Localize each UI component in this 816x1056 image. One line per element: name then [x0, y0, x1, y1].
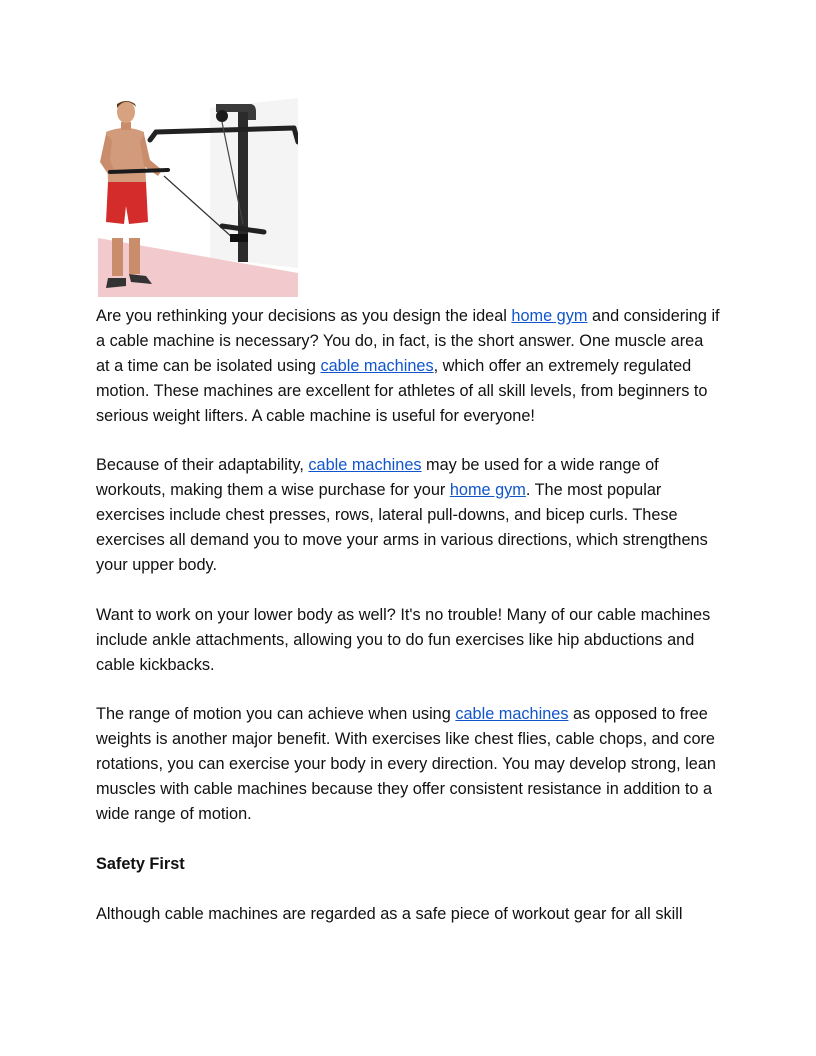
person-leg-right	[129, 238, 140, 274]
person-leg-left	[112, 238, 123, 276]
person-neck	[121, 122, 131, 130]
product-image	[98, 98, 298, 297]
paragraph-text: Want to work on your lower body as well? It's no trouble! Many of our cable machines include ankle attachments, allowing you to do fun exercises like hip abductions and cable kickbacks.	[96, 605, 711, 674]
paragraph-5: Although cable machines are regarded as a safe piece of workout gear for all skill	[96, 904, 683, 923]
cable-handle	[110, 170, 168, 172]
paragraph-text: may be used for a wide range of workouts, making them a wise purchase for your	[96, 456, 659, 500]
article-body	[96, 304, 720, 951]
top-pulley	[216, 110, 228, 122]
paragraph-text: , which offer an extremely regulated motion. These machines are excellent for athletes of all skill levels, from beginners to serious weight lifters. A cable machine is useful for everyone!	[96, 356, 708, 425]
lower-pulley	[230, 234, 248, 242]
paragraph-text: . The most popular exercises include chest presses, rows, lateral pull-downs, and bicep curls. These exercises all demand you to move your arms in various directions, which strengthens your upper body.	[96, 481, 708, 575]
paragraph-text: and considering if a cable machine is necessary? You do, in fact, is the short answer. One muscle area at a time can be isolated using	[96, 307, 720, 375]
section-heading: Safety First	[96, 854, 185, 873]
paragraph-text: Are you rethinking your decisions as you design the ideal	[96, 307, 512, 325]
cable-machines-link[interactable]: cable machines	[320, 356, 434, 375]
paragraph-2	[96, 453, 720, 578]
paragraph-1	[96, 304, 720, 429]
paragraph-4	[96, 702, 720, 827]
home-gym-link[interactable]: home gym	[511, 307, 588, 325]
paragraph-text: The range of motion you can achieve when using	[96, 705, 456, 724]
paragraph-text: as opposed to free weights is another major benefit. With exercises like chest flies, cable chops, and core rotations, you can exercise your body in every direction. You may develop strong, lean muscles with cable machines because they offer consistent resistance in addition to a wide range of motion.	[96, 705, 716, 824]
cable-machines-link[interactable]: cable machines	[308, 456, 422, 475]
person-shorts	[106, 182, 148, 224]
paragraph-3	[96, 603, 720, 678]
cable-machine-illustration	[98, 98, 298, 297]
home-gym-link[interactable]: home gym	[449, 481, 526, 500]
cable-machines-link[interactable]: cable machines	[455, 705, 569, 724]
wall-shadow	[210, 98, 298, 268]
paragraph-text: Because of their adaptability,	[96, 456, 309, 475]
